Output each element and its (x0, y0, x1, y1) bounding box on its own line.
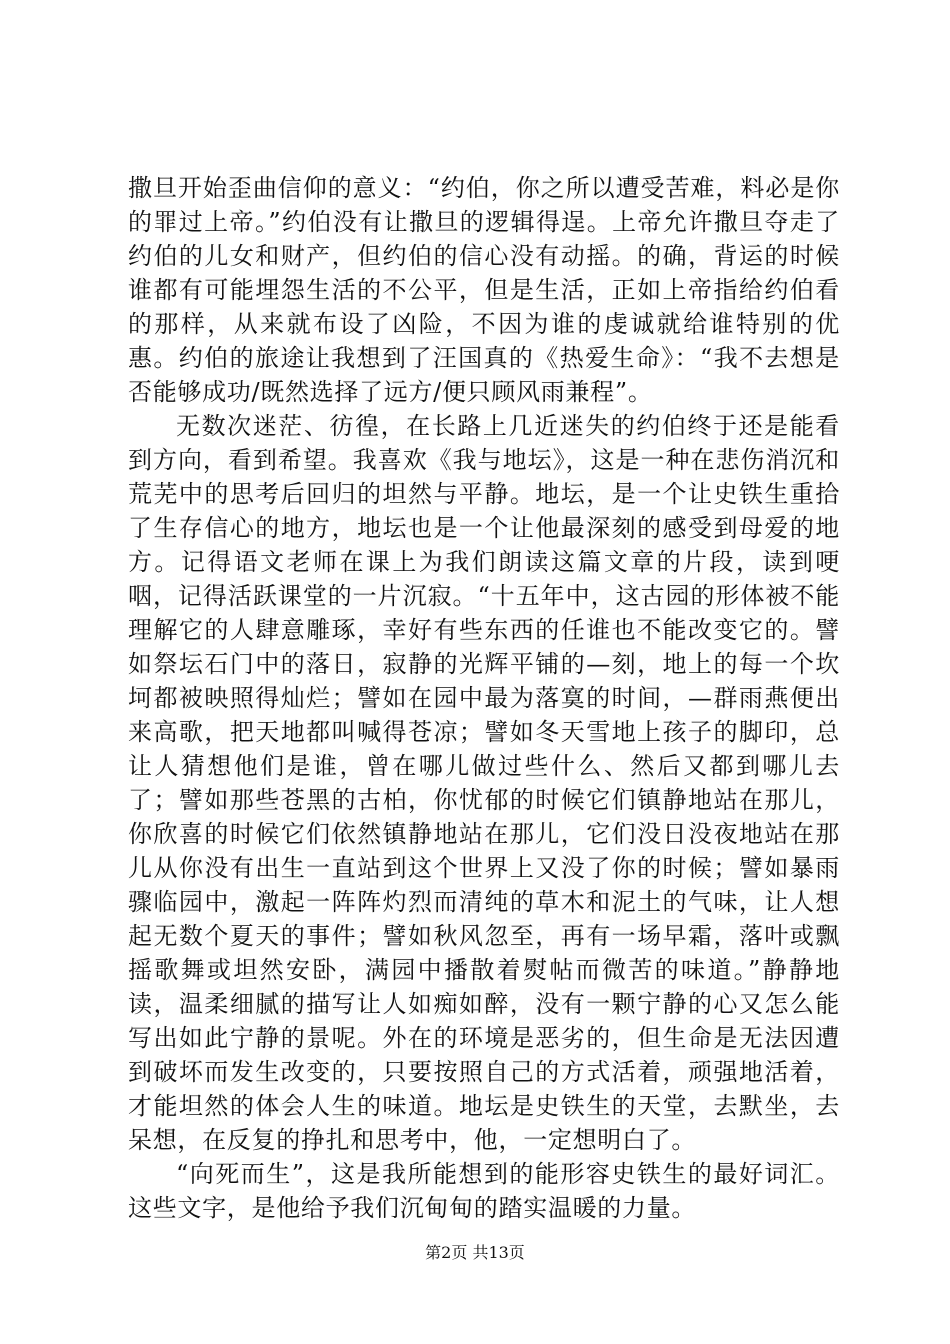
page-footer: 第2页 共13页 (425, 1243, 525, 1262)
paragraph-3: “向死而生”，这是我所能想到的能形容史铁生的最好词汇。这些文字，是他给予我们沉甸甸的踏实温暖的力量。 (128, 1160, 840, 1222)
paragraph-1: 撒旦开始歪曲信仰的意义：“约伯，你之所以遭受苦难，料必是你的罪过上帝。”约伯没有让撒旦的逻辑得逞。上帝允许撒旦夺走了约伯的儿女和财产，但约伯的信心没有动摇。的确，背运的时候谁都有可能埋怨生活的不公平，但是生活，正如上帝指给约伯看的那样，从来就布设了凶险，不因为谁的虔诚就给谁特别的优惠。约伯的旅途让我想到了汪国真的《热爱生命》：“我不去想是否能够成功/既然选择了远方/便只顾风雨兼程”。 (128, 174, 840, 406)
document-body (128, 171, 840, 1225)
paragraph-2: 无数次迷茫、彷徨，在长路上几近迷失的约伯终于还是能看到方向，看到希望。我喜欢《我与地坛》，这是一种在悲伤消沉和荒芜中的思考后回归的坦然与平静。地坛，是一个让史铁生重拾了生存信心的地方，地坛也是一个让他最深刻的感受到母爱的地方。记得语文老师在课上为我们朗读这篇文章的片段，读到哽咽，记得活跃课堂的一片沉寂。“十五年中，这古园的形体被不能理解它的人肆意雕琢，幸好有些东西的任谁也不能改变它的。譬如祭坛石门中的落日，寂静的光辉平铺的—刻，地上的每一个坎坷都被映照得灿烂；譬如在园中最为落寞的时间，—群雨燕便出来高歌，把天地都叫喊得苍凉；譬如冬天雪地上孩子的脚印，总让人猜想他们是谁，曾在哪儿做过些什么、然后又都到哪儿去了；譬如那些苍黑的古柏，你忧郁的时候它们镇静地站在那儿，你欣喜的时候它们依然镇静地站在那儿，它们没日没夜地站在那儿从你没有出生一直站到这个世界上又没了你的时候；譬如暴雨骤临园中，激起一阵阵灼烈而清纯的草木和泥土的气味，让人想起无数个夏天的事件；譬如秋风忽至，再有一场早霜，落叶或飘摇歌舞或坦然安卧，满园中播散着熨帖而微苦的味道。”静静地读，温柔细腻的描写让人如痴如醉，没有一颗宁静的心又怎么能写出如此宁静的景呢。外在的环境是恶劣的，但生命是无法因遭到破坏而发生改变的，只要按照自己的方式活着，顽强地活着，才能坦然的体会人生的味道。地坛是史铁生的天堂，去默坐，去呆想，在反复的挣扎和思考中，他，一定想明白了。 (128, 412, 840, 1154)
